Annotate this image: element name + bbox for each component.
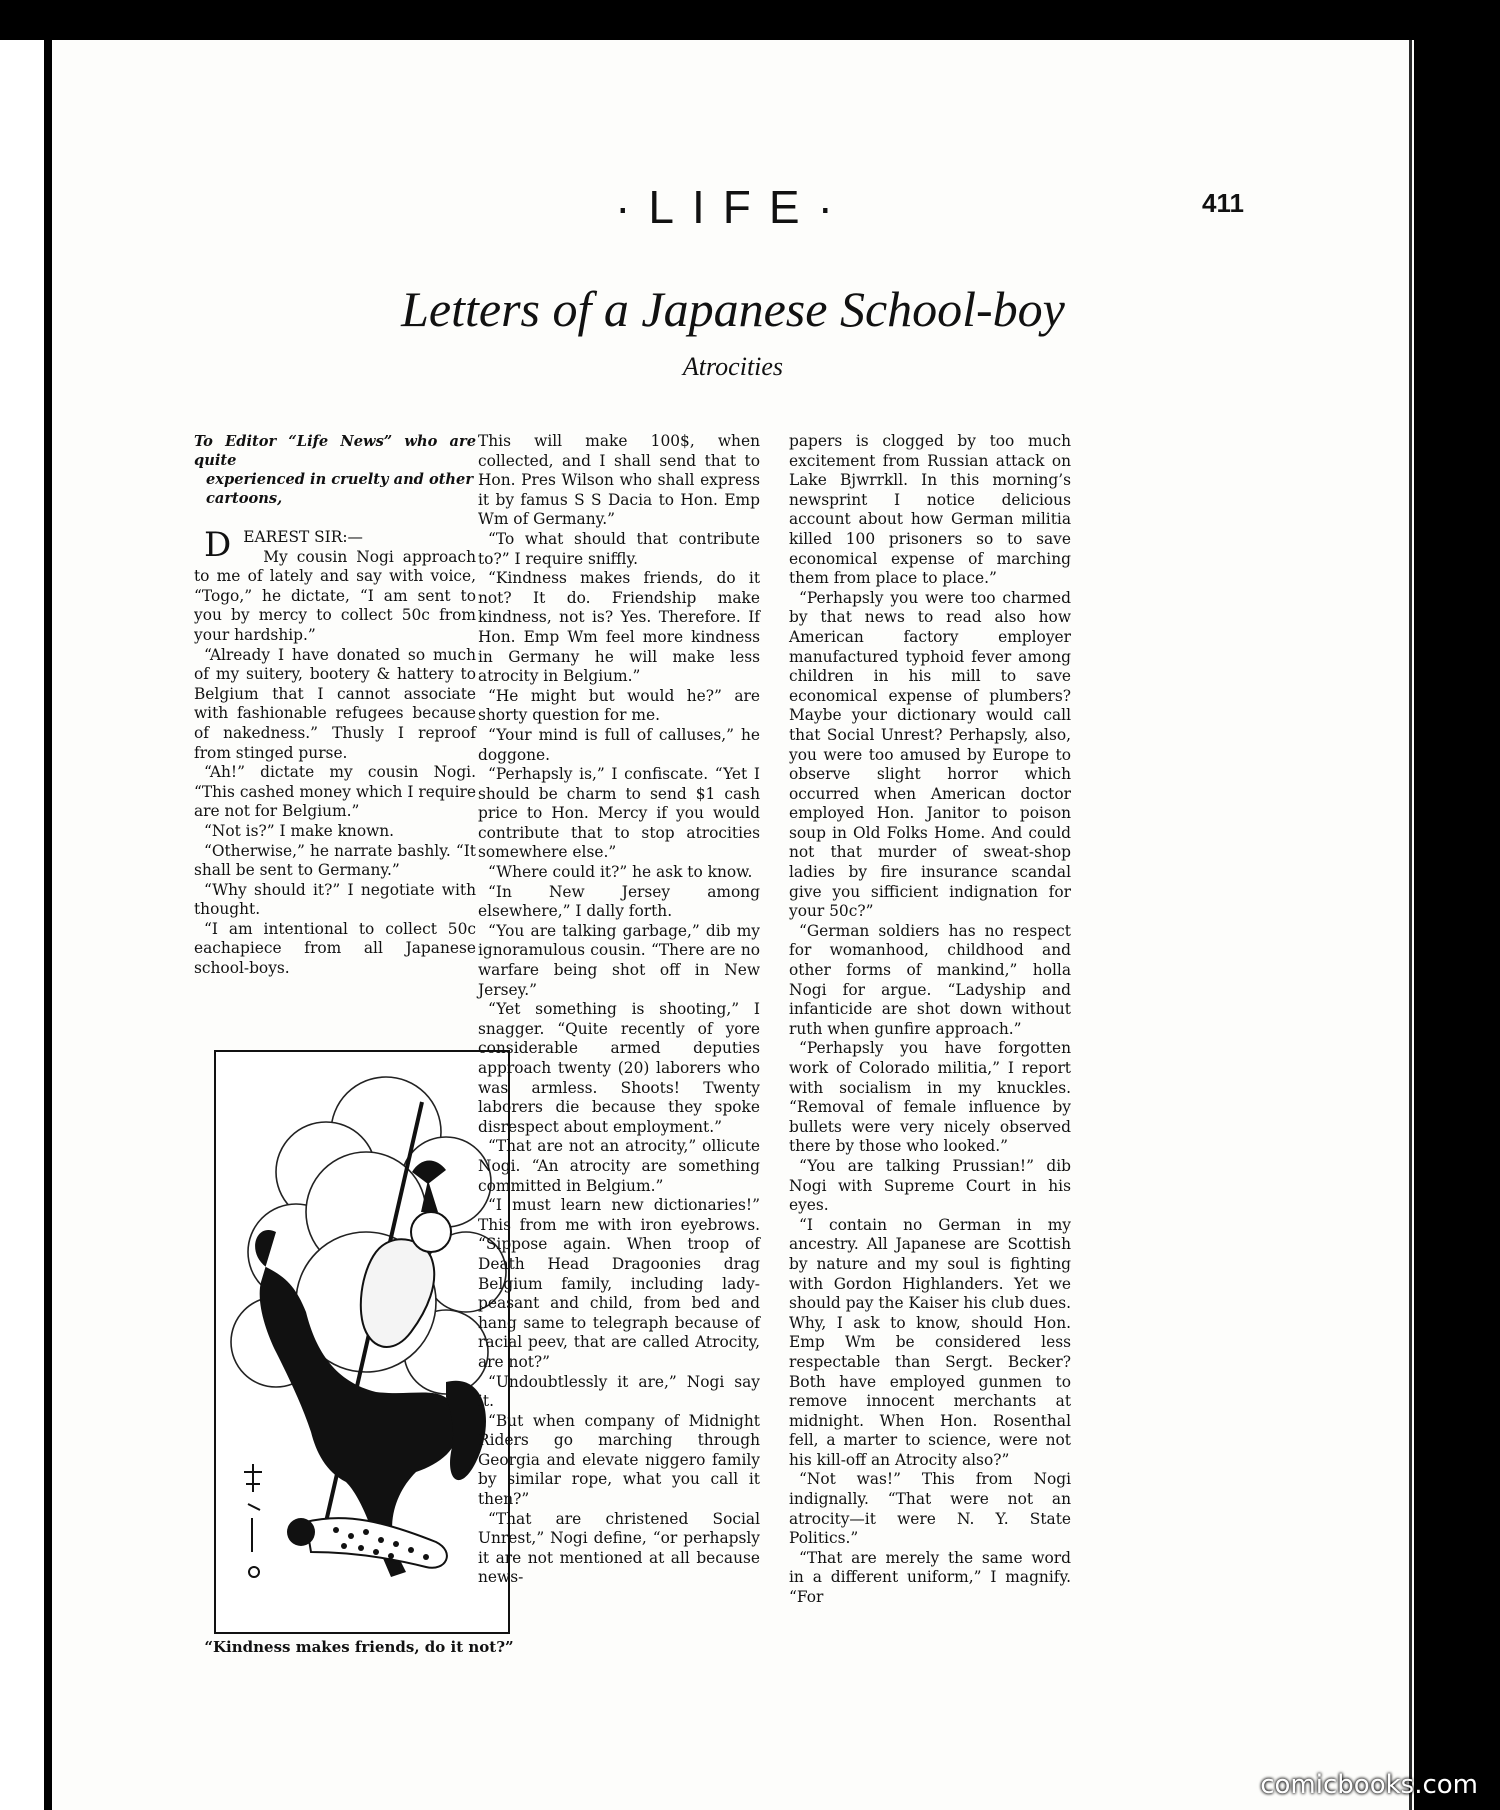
paragraph: “But when company of Midnight Riders go marching through Georgia and elevate niggero family by similar rope, what you call it then?”: [478, 1411, 760, 1509]
paragraph: “Perhapsly you were too charmed by that news to read also how American factory employer manufactured typhoid fever among children in his mill to save economical expense of plumbers? Maybe your dictionary would call that Social Unrest? Perhapsly, also, you were too amused by Europe to observe slight horror which occurred when American doctor employed Hon. Janitor to poison soup in Old Folks Home. And could not that murder of sweat-shop ladies by fire insurance scandal give you sifficient indignation for your 50c?”: [789, 588, 1071, 921]
masthead: ·LIFE·: [615, 181, 851, 233]
paragraph: My cousin Nogi approach to me of lately and say with voice, “Togo,” he dictate, “I am sent to you by mercy to collect 50c from your hardship.”: [194, 547, 476, 644]
article-subtitle: Atrocities: [682, 352, 784, 381]
paragraph: “That are christened Social Unrest,” Nogi define, “or perhapsly it are not mentioned at all because news-: [478, 1509, 760, 1587]
salutation-line: experienced in cruelty and other: [206, 471, 474, 488]
paragraph: “Perhapsly you have forgotten work of Colorado militia,” I report with socialism in my knuckles. “Removal of female influence by bullets were very nicely observed there by those who looked.”: [789, 1039, 1071, 1156]
fallen-figure: [287, 1518, 447, 1568]
paragraph: “To what should that contribute to?” I require sniffly.: [478, 529, 760, 568]
paragraph: “Not was!” This from Nogi indignally. “That were not an atrocity—it were N. Y. State Politics.”: [789, 1470, 1071, 1548]
rider-head: [411, 1212, 451, 1252]
paragraph: “Undoubtlessly it are,” Nogi say it.: [478, 1372, 760, 1411]
paragraph: “That are merely the same word in a different uniform,” I magnify. “For: [789, 1548, 1071, 1607]
salutation-line: cartoons,: [206, 490, 283, 507]
paragraph: “I contain no German in my ancestry. All Japanese are Scottish by nature and my soul is fighting with Gordon Highlanders. Yet we should pay the Kaiser his club dues. Why, I ask to know, should Hon. Emp Wm be considered less respectable than Sergt. Becker? Both have employed gunmen to remove innocent merchants at midnight. When Hon. Rosenthal fell, a marter to science, were not his kill-off an Atrocity also?”: [789, 1215, 1071, 1469]
paragraph: “Not is?” I make known.: [204, 821, 395, 840]
paragraph: “German soldiers has no respect for womanhood, childhood and other forms of mankind,” holla Nogi for argue. “Ladyship and infanticide are shot down without ruth when gunfire approach.”: [789, 921, 1071, 1038]
cartoon-drawing: [216, 1052, 508, 1632]
column-2: [478, 432, 760, 1588]
paragraph: “Already I have donated so much of my suitery, bootery & hattery to Belgium that I cannot associate with fashionable refugees because of nakedness.” Thusly I reproof from stinged purse.: [194, 645, 476, 762]
paragraph: “Why should it?” I negotiate with thought.: [194, 880, 476, 919]
watermark: comicbooks.com: [1260, 1770, 1478, 1800]
cartoon-illustration: [214, 1050, 510, 1634]
cartoon-caption: “Kindness makes friends, do it not?”: [204, 1638, 514, 1656]
article-title: Letters of a Japanese School-boy: [401, 281, 1065, 337]
paragraph: “I must learn new dictionaries!” This from me with iron eyebrows. “Sippose again. When troop of Death Head Dragoonies drag Belgium family, including lady-peasant and child, from bed and hang same to telegraph because of racial peev, that are called Atrocity, are not?”: [478, 1196, 760, 1371]
paragraph: “That are not an atrocity,” ollicute Nogi. “An atrocity are something committed in Belgium.”: [478, 1137, 760, 1195]
paragraph: “Ah!” dictate my cousin Nogi. “This cashed money which I require are not for Belgium.”: [194, 763, 476, 821]
paragraph: “Kindness makes friends, do it not? It do. Friendship make kindness, not is? Yes. Therefore. If Hon. Emp Wm feel more kindness in Germany he will make less atrocity in Belgium.”: [478, 569, 760, 686]
paragraph: “Perhapsly is,” I confiscate. “Yet I should be charm to send $1 cash price to Hon. Mercy if you would contribute that to stop atrocities somewhere else.”: [478, 765, 760, 862]
greeting-text: EAREST SIR:—: [243, 528, 363, 546]
paragraph: “Where could it?” he ask to know.: [488, 863, 753, 882]
drop-cap: D: [204, 525, 232, 565]
salutation-line: To Editor “Life News” who are quite: [194, 433, 476, 469]
column-1: [194, 432, 476, 979]
column-3: [789, 432, 1071, 1608]
paragraph: “Your mind is full of calluses,” he doggone.: [478, 725, 760, 764]
magazine-page: [52, 40, 1414, 1810]
paragraph: papers is clogged by too much excitement from Russian attack on Lake Bjwrrkll. In this morning’s newsprint I notice delicious account about how German militia killed 100 prisoners so to save economical expense of marching them from place to place.”: [789, 432, 1071, 588]
salutation: [194, 432, 476, 508]
paragraph: This will make 100$, when collected, and I shall send that to Hon. Pres Wilson who shall express it by famus S S Dacia to Hon. Emp Wm of Germany.”: [478, 432, 760, 529]
paragraph: “Yet something is shooting,” I snagger. “Quite recently of yore considerable armed deputies approach twenty (20) laborers who was armless. Shoots! Twenty laborers die because they spoke disrespect about employment.”: [478, 1000, 760, 1136]
paragraph: “You are talking Prussian!” dib Nogi with Supreme Court in his eyes.: [789, 1156, 1071, 1215]
adjacent-page-edge: [0, 40, 44, 1810]
paragraph: “In New Jersey among elsewhere,” I dally forth.: [478, 882, 760, 921]
paragraph: “You are talking garbage,” dib my ignoramulous cousin. “There are no warfare being shot off in New Jersey.”: [478, 921, 760, 999]
paragraph: “Otherwise,” he narrate bashly. “It shall be sent to Germany.”: [194, 841, 476, 880]
paragraph: “He might but would he?” are shorty question for me.: [478, 686, 760, 725]
greeting: [194, 525, 476, 565]
paragraph: “I am intentional to collect 50c eachapiece from all Japanese school-boys.: [194, 919, 476, 978]
page-number: 411: [1202, 188, 1244, 218]
artist-signature: [244, 1464, 262, 1577]
